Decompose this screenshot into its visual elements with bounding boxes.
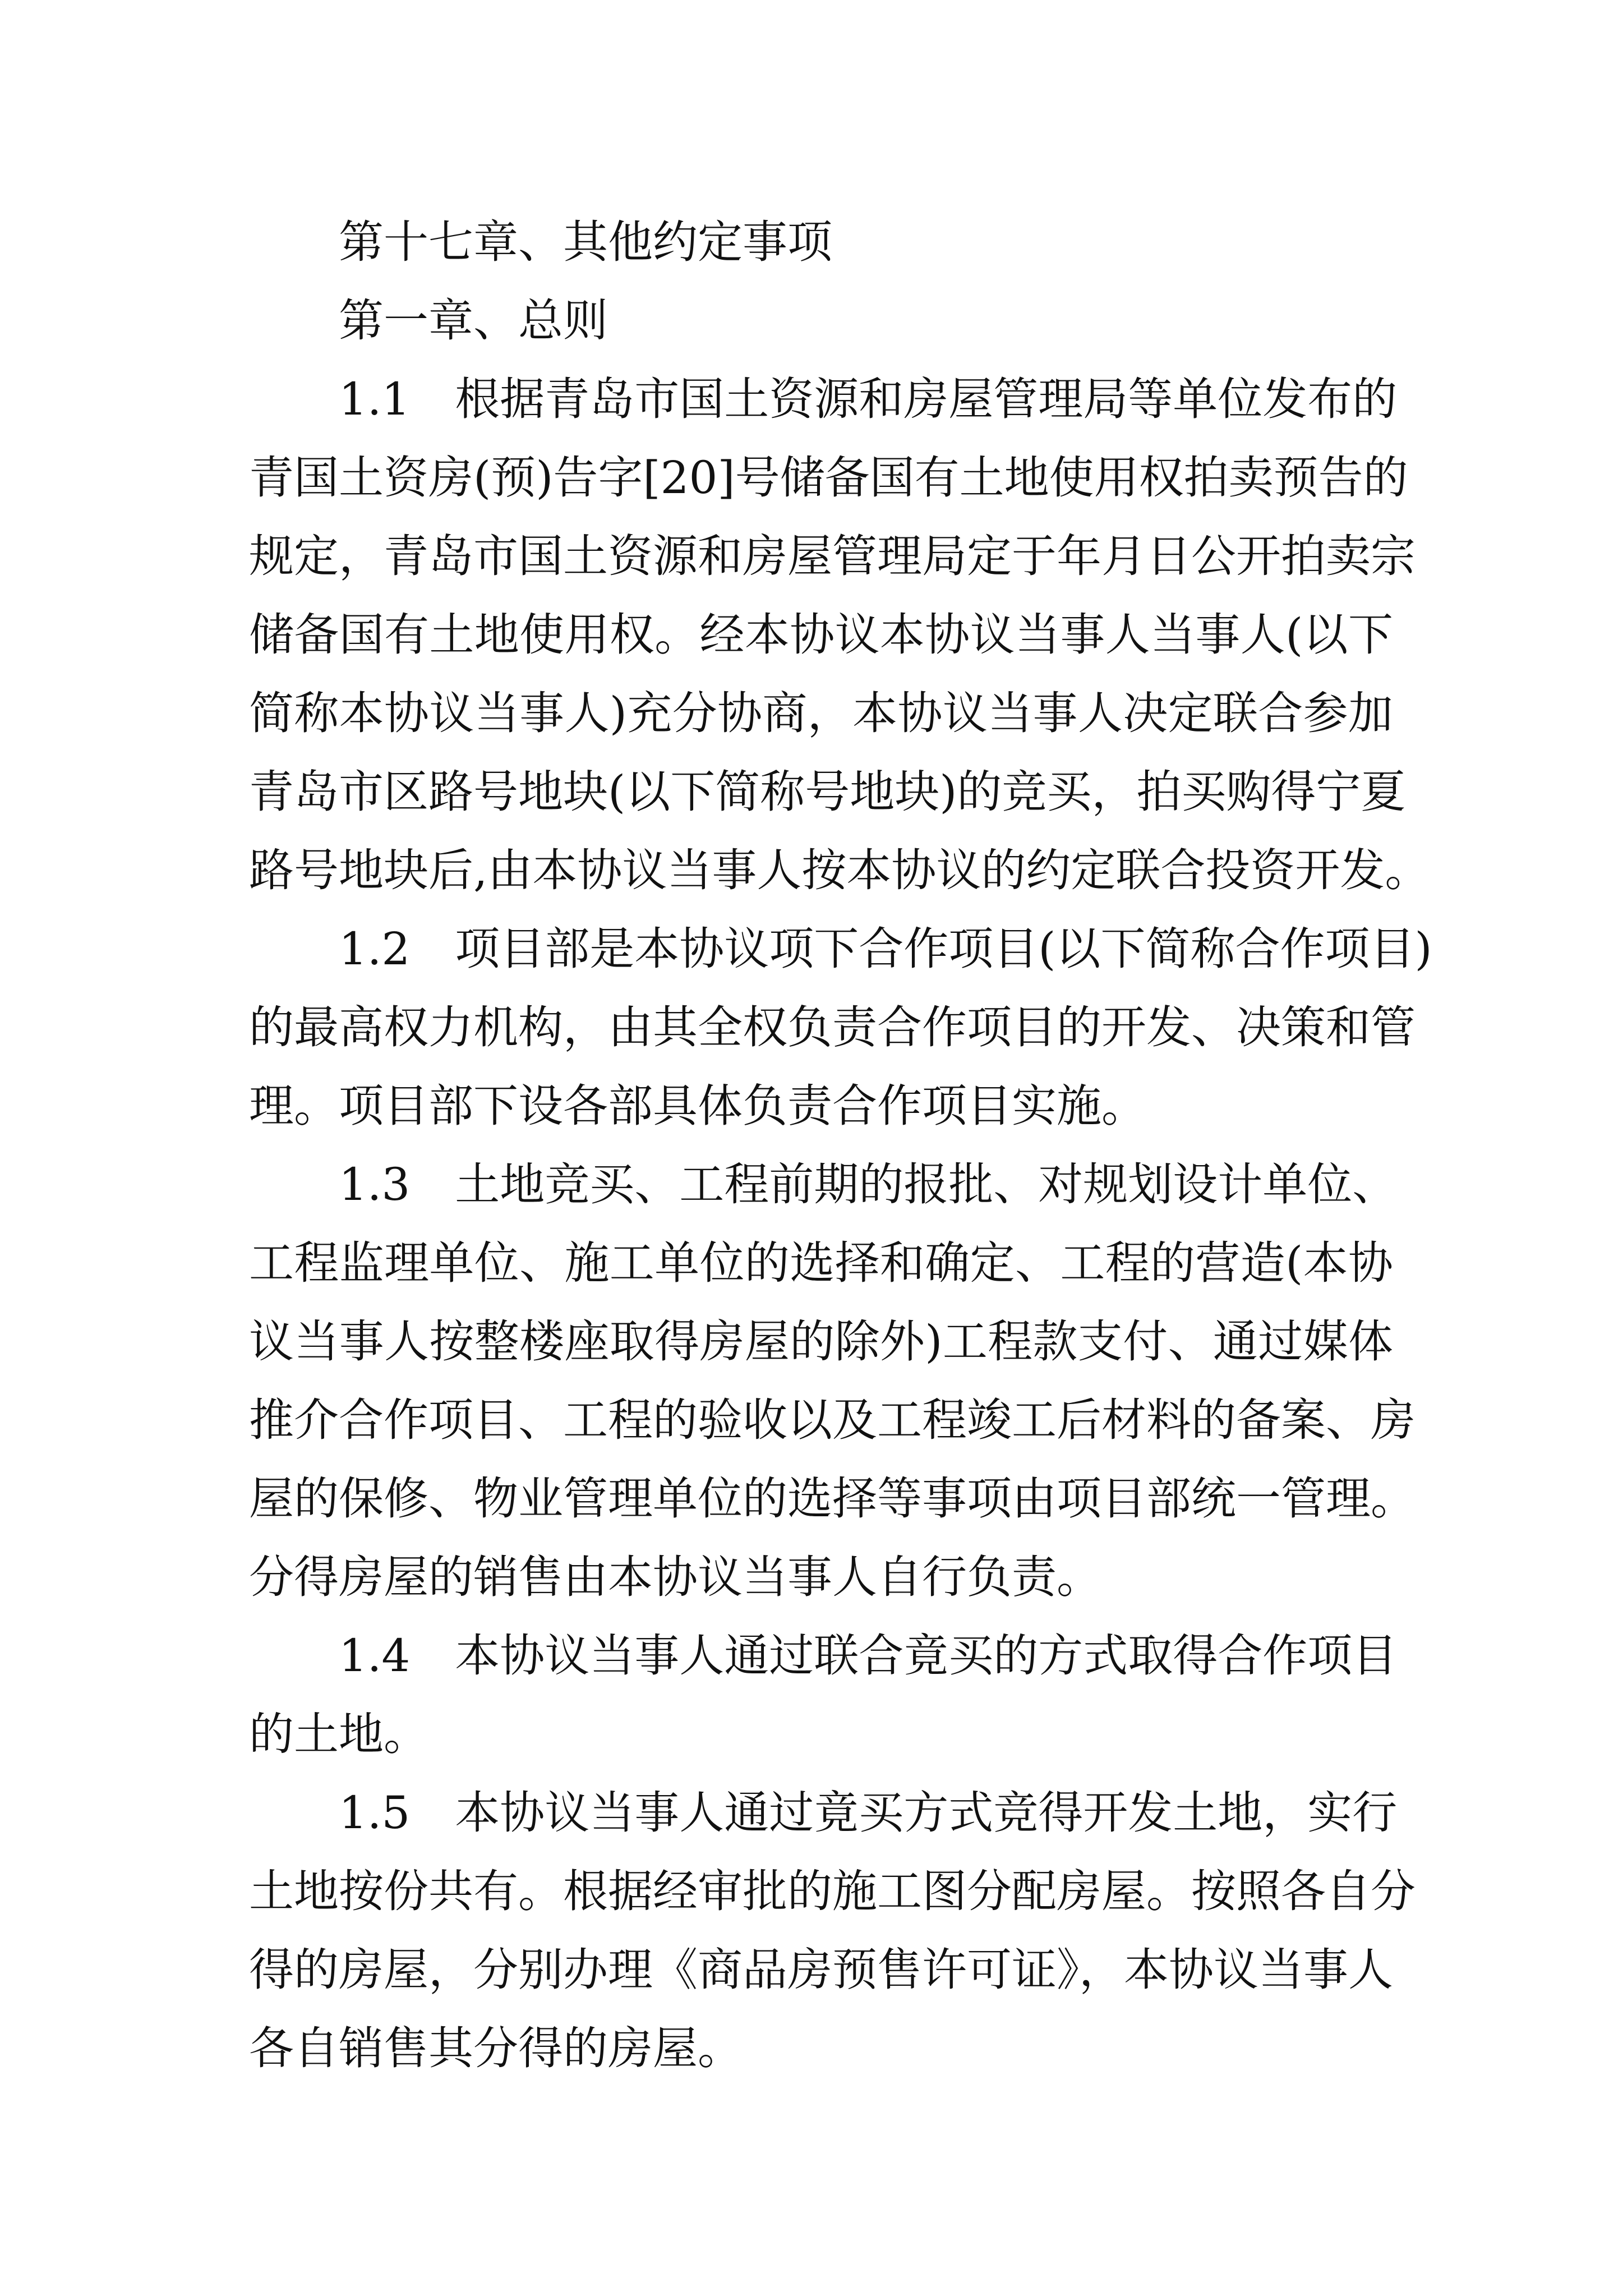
- paragraph-line: 的最高权力机构，由其全权负责合作项目的开发、决策和管: [249, 1001, 1415, 1053]
- paragraph-line: 根据青岛市国土资源和房屋管理局等单位发布的: [455, 373, 1398, 425]
- paragraph-line: 本协议当事人通过联合竟买的方式取得合作项目: [455, 1630, 1398, 1682]
- clause-number: 1.2: [339, 923, 411, 975]
- paragraph-line: 储备国有土地使用权。经本协议本协议当事人当事人(以下: [249, 609, 1393, 661]
- clause-number: 1.1: [339, 373, 411, 425]
- clause-number: 1.4: [339, 1630, 411, 1682]
- paragraph-line: 土地竞买、工程前期的报批、对规划设计单位、: [455, 1158, 1398, 1211]
- paragraph-line: 青岛市区路号地块(以下简称号地块)的竞买，拍买购得宁夏: [249, 766, 1406, 818]
- paragraph-line: 理。项目部下设各部具体负责合作项目实施。: [249, 1080, 1146, 1132]
- paragraph-line: 屋的保修、物业管理单位的选择等事项由项目部统一管理。: [249, 1473, 1415, 1525]
- clause-number: 1.3: [339, 1158, 411, 1211]
- chapter-heading-1: 第一章、总则: [339, 295, 608, 347]
- paragraph-line: 青国土资房(预)告字[20]号储备国有土地使用权拍卖预告的: [249, 452, 1408, 504]
- paragraph-line: 规定，青岛市国土资源和房屋管理局定于年月日公开拍卖宗: [249, 530, 1415, 582]
- clause-number: 1.5: [339, 1787, 411, 1839]
- paragraph-line: 得的房屋，分别办理《商品房预售许可证》，本协议当事人: [249, 1944, 1393, 1996]
- paragraph-line: 工程监理单位、施工单位的选择和确定、工程的营造(本协: [249, 1237, 1393, 1289]
- paragraph-line: 简称本协议当事人)充分协商，本协议当事人决定联合参加: [249, 687, 1393, 739]
- paragraph-line: 议当事人按整楼座取得房屋的除外)工程款支付、通过媒体: [249, 1315, 1393, 1368]
- paragraph-line: 分得房屋的销售由本协议当事人自行负责。: [249, 1551, 1101, 1603]
- paragraph-line: 土地按份共有。根据经审批的施工图分配房屋。按照各自分: [249, 1865, 1415, 1917]
- paragraph-line: 路号地块后,由本协议当事人按本协议的约定联合投资开发。: [249, 844, 1430, 896]
- chapter-heading-17: 第十七章、其他约定事项: [339, 216, 832, 268]
- paragraph-line: 推介合作项目、工程的验收以及工程竣工后材料的备案、房: [249, 1394, 1415, 1446]
- paragraph-line: 本协议当事人通过竟买方式竞得开发土地，实行: [455, 1787, 1398, 1839]
- paragraph-line: 的土地。: [249, 1708, 428, 1760]
- paragraph-line: 项目部是本协议项下合作项目(以下简称合作项目): [455, 923, 1432, 975]
- paragraph-line: 各自销售其分得的房屋。: [249, 2022, 743, 2074]
